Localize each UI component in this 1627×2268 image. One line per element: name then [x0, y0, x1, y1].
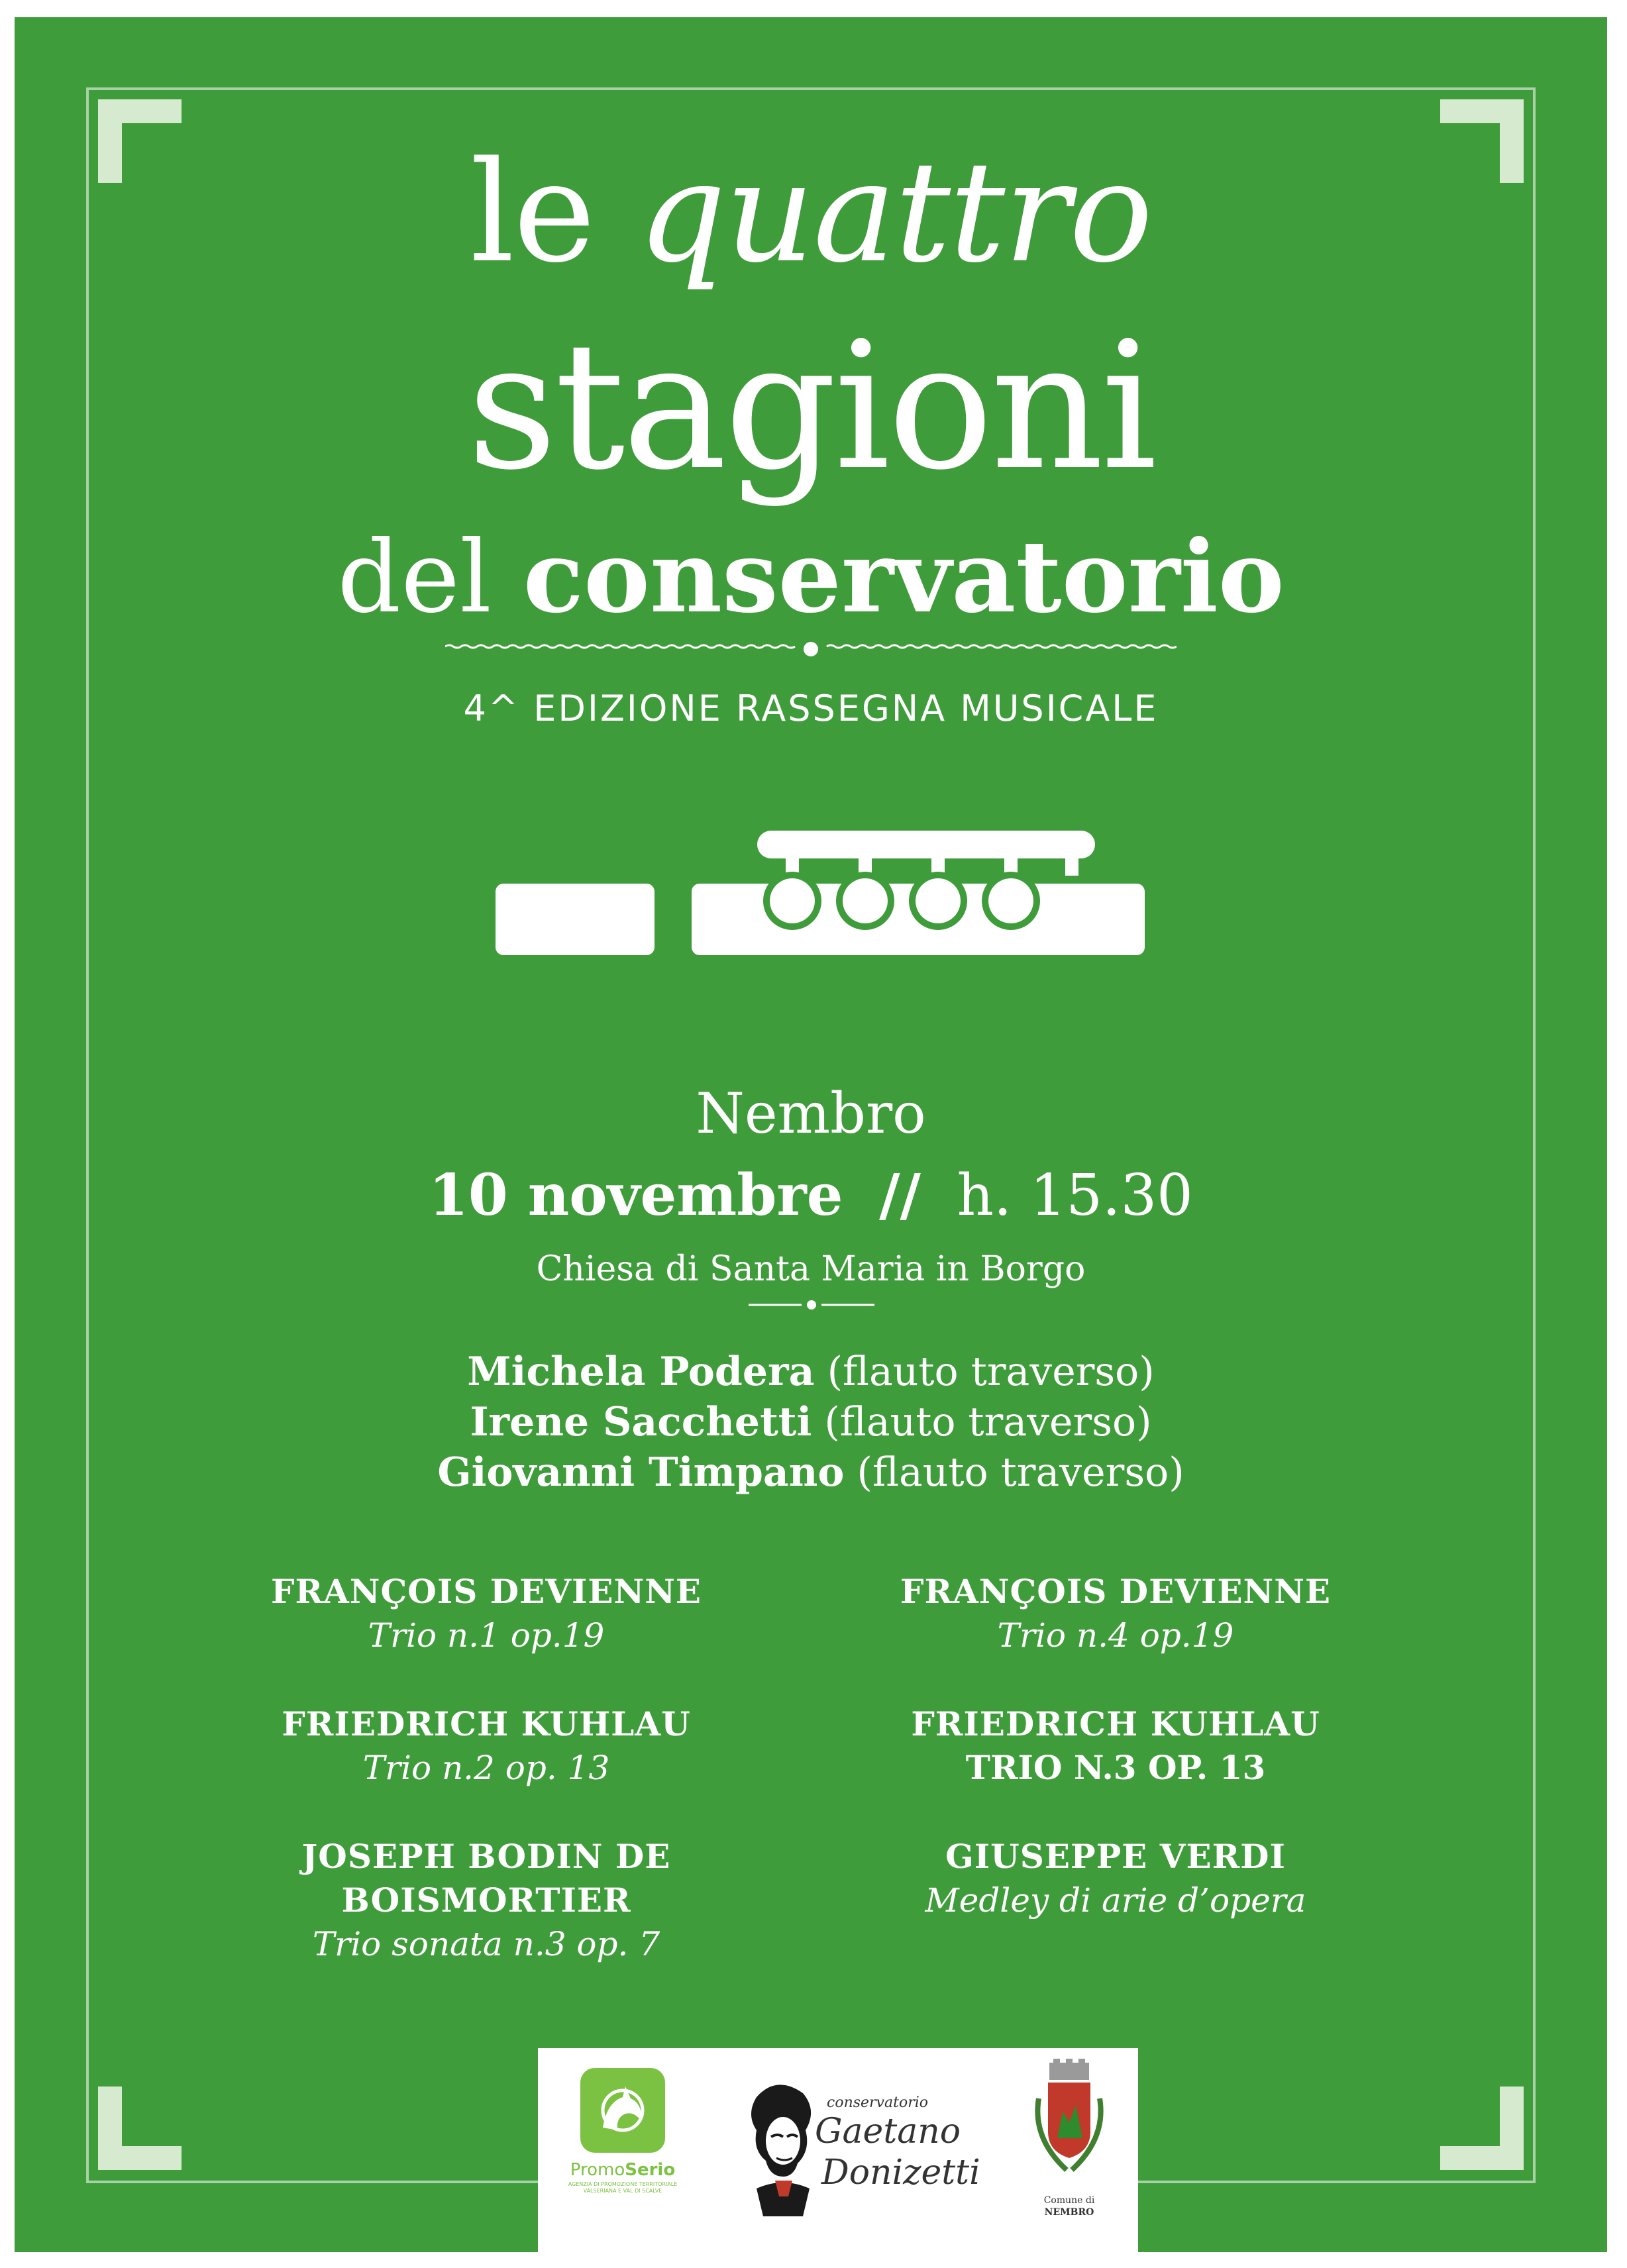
- promoserio-tagline: AGENZIA DI PROMOZIONE TERRITORIALE VALSERIANA E VAL DI SCALVE: [568, 2181, 678, 2194]
- title-word-conservatorio: conservatorio: [523, 519, 1285, 635]
- performer-2: [15, 1399, 1607, 1445]
- promoserio-logo: [556, 2064, 689, 2194]
- event-separator: //: [879, 1162, 921, 1229]
- composer: FRIEDRICH KUHLAU: [911, 1704, 1320, 1743]
- work: Medley di arie d’opera: [925, 1881, 1306, 1920]
- nembro-logo: [1010, 2059, 1129, 2218]
- performer-1: [15, 1349, 1607, 1395]
- performer-instrument: (flauto traverso): [827, 1349, 1155, 1395]
- corner-bottom-left: [98, 2087, 182, 2170]
- event-city: Nembro: [696, 1081, 926, 1146]
- donizetti-bottom: Donizetti: [821, 2153, 980, 2192]
- program-item-left-1: [254, 1570, 718, 1657]
- event-time: h. 15.30: [957, 1162, 1193, 1229]
- venue-divider: [749, 1300, 874, 1310]
- event-venue: Chiesa di Santa Maria in Borgo: [536, 1249, 1086, 1289]
- donizetti-top: conservatorio: [827, 2094, 928, 2111]
- promoserio-name-b: Serio: [625, 2160, 676, 2180]
- event-date-time: [15, 1162, 1607, 1229]
- comune-top: Comune di: [1043, 2195, 1095, 2206]
- work: Trio n.4 op.19: [997, 1616, 1234, 1655]
- title-word-quattro: quattro: [637, 131, 1152, 293]
- program-item-left-3: [254, 1835, 718, 1966]
- nembro-coat-of-arms-icon: [1029, 2059, 1109, 2191]
- performer-instrument: (flauto traverso): [824, 1399, 1152, 1445]
- composer: JOSEPH BODIN DE BOISMORTIER: [301, 1837, 671, 1920]
- composer: FRANÇOIS DEVIENNE: [270, 1572, 702, 1611]
- program-item-right-3: [884, 1835, 1347, 1922]
- program-item-left-2: [254, 1702, 718, 1790]
- title-line-1: [15, 131, 1607, 293]
- composer: FRANÇOIS DEVIENNE: [900, 1572, 1332, 1611]
- program-item-right-2: [884, 1702, 1347, 1790]
- event-date: 10 novembre: [429, 1162, 843, 1229]
- performer-3: [15, 1449, 1607, 1496]
- flute-icon: [496, 823, 1145, 962]
- program-item-right-1: [884, 1570, 1347, 1657]
- composer: GIUSEPPE VERDI: [945, 1837, 1286, 1876]
- work: Trio sonata n.3 op. 7: [312, 1925, 660, 1963]
- performer-instrument: (flauto traverso): [857, 1449, 1184, 1496]
- promoserio-name-a: Promo: [570, 2160, 625, 2180]
- title-word-del: del: [337, 520, 492, 635]
- corner-bottom-right: [1440, 2087, 1524, 2170]
- donizetti-logo: [737, 2071, 980, 2236]
- title-word-le: le: [470, 131, 595, 293]
- sponsor-logos: [538, 2048, 1138, 2252]
- performer-name: Giovanni Timpano: [437, 1449, 845, 1496]
- title-divider: [445, 637, 1177, 657]
- work: TRIO N.3 OP. 13: [965, 1748, 1266, 1787]
- performer-name: Irene Sacchetti: [470, 1399, 812, 1445]
- donizetti-portrait-icon: [737, 2077, 823, 2223]
- title-line-3: [15, 521, 1607, 634]
- promoserio-fox-icon: [576, 2064, 669, 2157]
- performer-name: Michela Podera: [467, 1349, 815, 1395]
- edition-subtitle: 4^ EDIZIONE RASSEGNA MUSICALE: [463, 688, 1159, 729]
- composer: FRIEDRICH KUHLAU: [282, 1704, 691, 1743]
- title-line-2: stagioni: [467, 305, 1155, 509]
- work: Trio n.1 op.19: [368, 1616, 605, 1655]
- work: Trio n.2 op. 13: [362, 1749, 610, 1787]
- poster: [15, 17, 1607, 2252]
- donizetti-mid: Gaetano: [815, 2112, 961, 2151]
- comune-bottom: NEMBRO: [1044, 2207, 1094, 2218]
